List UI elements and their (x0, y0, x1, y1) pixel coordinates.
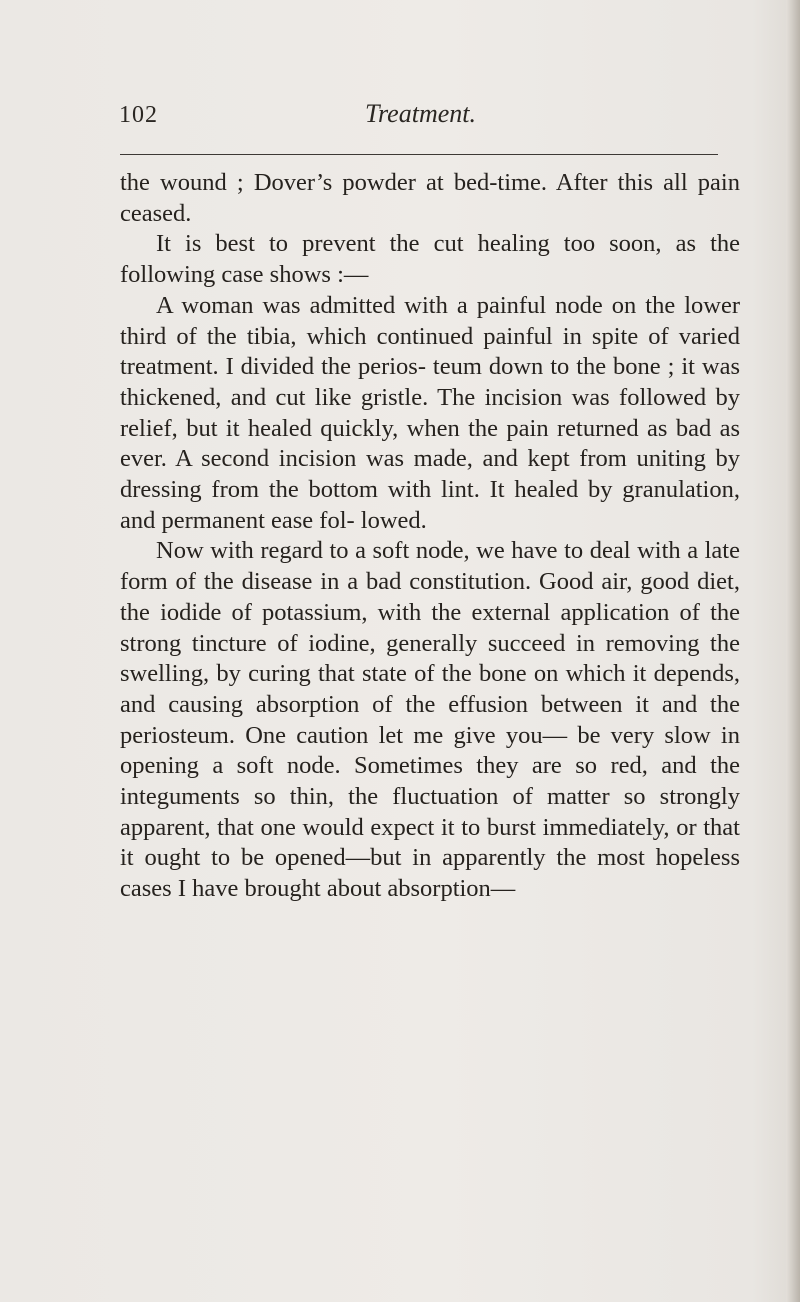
paragraph: Now with regard to a soft node, we have to deal with a late form of the disease in a bad constitution. Good air, good diet, the iodide of potassium, with the external application of the strong tincture of iodine, generally succeed in removing the swelling, by curing that state of the bone on which it depends, and causing absorption of the effusion between it and the periosteum. One caution let me give you— be very slow in opening a soft node. Sometimes they are so red, and the integuments so thin, the fluctuation of matter so strongly apparent, that one would expect it to burst immediately, or that it ought to be opened—but in apparently the most hopeless cases I have brought about absorption— (120, 537, 740, 903)
paragraph: It is best to prevent the cut healing too soon, as the following case shows :— (120, 230, 740, 289)
page-number: 102 (119, 102, 158, 128)
running-head: Treatment. (365, 99, 476, 128)
page-header (0, 99, 800, 142)
header-rule (120, 154, 718, 155)
body-text (120, 168, 740, 905)
paragraph-continuation: the wound ; Dover’s powder at bed-time. After this all pain ceased. (120, 169, 740, 227)
page-edge-shadow (786, 0, 800, 1302)
paragraph: A woman was admitted with a painful node on the lower third of the tibia, which continued painful in spite of varied treatment. I divided the perios- teum down to the bone ; it was thickened, and cut like gristle. The incision was followed by relief, but it healed quickly, when the pain returned as bad as ever. A second incision was made, and kept from uniting by dressing from the bottom with lint. It healed by granulation, and permanent ease fol- lowed. (120, 291, 740, 534)
